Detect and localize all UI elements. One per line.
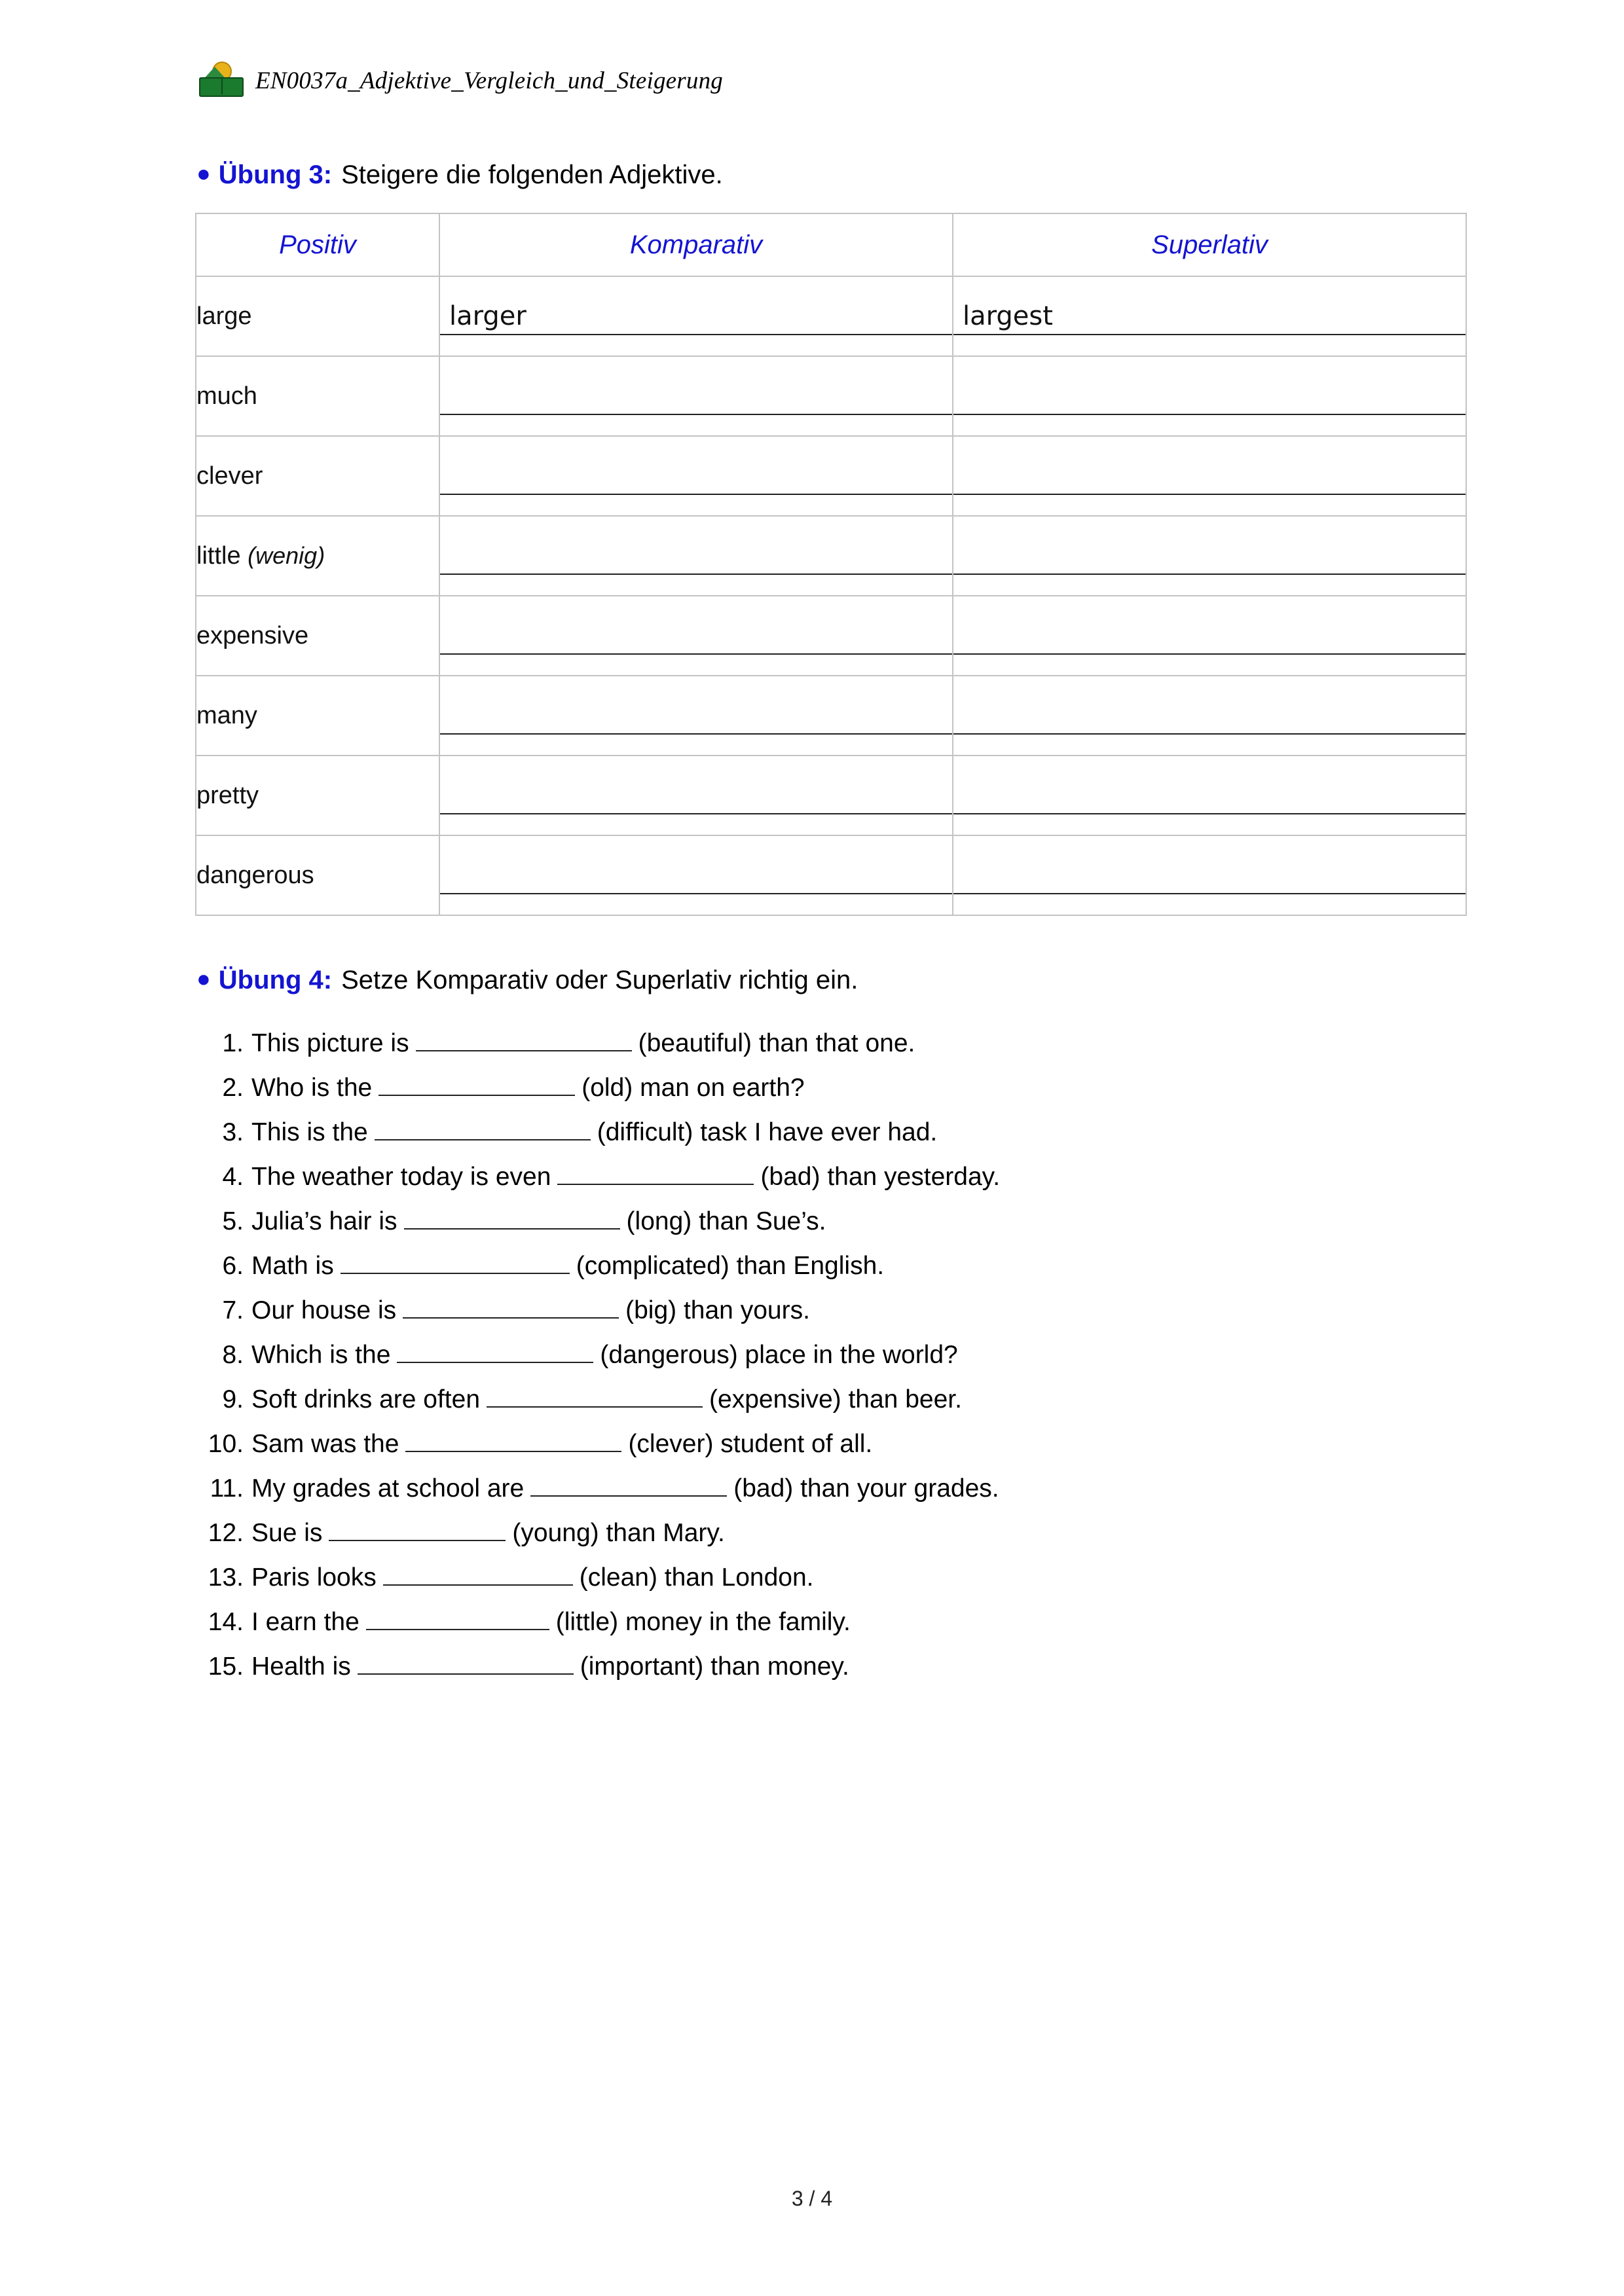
item-number: 12. xyxy=(208,1519,244,1547)
list-item xyxy=(196,1518,1506,1546)
exercise3-heading xyxy=(196,160,723,190)
item-text-after: (dangerous) place in the world? xyxy=(600,1341,958,1369)
page-number: 3 / 4 xyxy=(791,2187,833,2210)
item-text-before: I earn the xyxy=(251,1608,360,1636)
item-text-before: Health is xyxy=(251,1652,351,1681)
list-item xyxy=(196,1250,1506,1279)
item-number: 1. xyxy=(222,1029,244,1057)
superlativ-answer-field[interactable] xyxy=(953,676,1466,756)
answer-blank[interactable] xyxy=(383,1562,573,1586)
document-header xyxy=(196,60,723,101)
item-text-before: This picture is xyxy=(251,1029,409,1057)
answer-blank[interactable] xyxy=(416,1028,632,1051)
answer-blank[interactable] xyxy=(397,1339,593,1363)
item-text-after: (little) money in the family. xyxy=(555,1608,851,1636)
item-text-after: (old) man on earth? xyxy=(581,1074,805,1102)
answer-blank[interactable] xyxy=(378,1072,575,1096)
item-number: 6. xyxy=(222,1252,244,1280)
list-item xyxy=(196,1295,1506,1323)
item-text-after: (complicated) than English. xyxy=(576,1252,885,1280)
page-footer xyxy=(0,2187,1624,2211)
item-text-after: (big) than yours. xyxy=(625,1296,810,1324)
komparativ-answer-field[interactable] xyxy=(439,276,953,356)
item-text-before: Julia’s hair is xyxy=(251,1207,397,1235)
item-text-after: (bad) than your grades. xyxy=(733,1474,999,1503)
bullet-icon: ● xyxy=(196,965,211,992)
item-text-before: Paris looks xyxy=(251,1563,377,1592)
positiv-word: dangerous xyxy=(196,861,314,889)
positiv-word: clever xyxy=(196,462,263,490)
item-text-after: (beautiful) than that one. xyxy=(638,1029,915,1057)
table-row xyxy=(196,516,1466,596)
list-item xyxy=(196,1562,1506,1590)
item-text-before: Sue is xyxy=(251,1519,323,1547)
item-text-before: Our house is xyxy=(251,1296,397,1324)
table-row xyxy=(196,676,1466,756)
item-text-before: The weather today is even xyxy=(251,1163,551,1191)
exercise3-label: Übung 3: xyxy=(218,160,333,189)
answer-blank[interactable] xyxy=(366,1607,549,1630)
item-text-after: (clean) than London. xyxy=(579,1563,814,1592)
komparativ-answer-field[interactable] xyxy=(439,356,953,436)
list-item xyxy=(196,1607,1506,1635)
positiv-cell xyxy=(196,356,439,436)
list-item xyxy=(196,1117,1506,1145)
komparativ-answer-field[interactable] xyxy=(439,516,953,596)
komparativ-answer-field[interactable] xyxy=(439,756,953,835)
table-row xyxy=(196,835,1466,915)
table-row xyxy=(196,276,1466,356)
table-row xyxy=(196,436,1466,516)
positiv-cell xyxy=(196,596,439,676)
table-row xyxy=(196,596,1466,676)
answer-blank[interactable] xyxy=(403,1295,619,1319)
column-header-komparativ: Komparativ xyxy=(439,213,953,276)
answer-blank[interactable] xyxy=(530,1473,727,1497)
list-item xyxy=(196,1429,1506,1457)
komparativ-answer-field[interactable] xyxy=(439,676,953,756)
answer-blank[interactable] xyxy=(405,1429,621,1452)
komparativ-answer-field[interactable] xyxy=(439,596,953,676)
table-row xyxy=(196,756,1466,835)
column-header-positiv: Positiv xyxy=(196,213,439,276)
positiv-cell xyxy=(196,276,439,356)
positiv-word: much xyxy=(196,382,257,410)
positiv-word: large xyxy=(196,302,252,330)
list-item xyxy=(196,1651,1506,1679)
adjective-degrees-table xyxy=(195,213,1467,916)
positiv-word: expensive xyxy=(196,621,309,649)
item-text-after: (expensive) than beer. xyxy=(709,1385,962,1413)
item-text-before: Sam was the xyxy=(251,1430,399,1458)
answer-blank[interactable] xyxy=(487,1384,703,1408)
komparativ-answer-text: larger xyxy=(449,301,526,331)
item-number: 9. xyxy=(222,1385,244,1413)
positiv-cell xyxy=(196,756,439,835)
table-header-row xyxy=(196,213,1466,276)
positiv-word: many xyxy=(196,701,257,729)
superlativ-answer-field[interactable] xyxy=(953,276,1466,356)
item-number: 10. xyxy=(208,1430,244,1458)
exercise4-list xyxy=(196,1028,1506,1696)
exercise3-instruction: Steigere die folgenden Adjektive. xyxy=(341,160,723,189)
superlativ-answer-field[interactable] xyxy=(953,756,1466,835)
item-number: 7. xyxy=(222,1296,244,1324)
answer-blank[interactable] xyxy=(341,1250,570,1274)
item-number: 8. xyxy=(222,1341,244,1369)
item-text-after: (clever) student of all. xyxy=(628,1430,873,1458)
item-number: 3. xyxy=(222,1118,244,1146)
positiv-cell xyxy=(196,676,439,756)
item-text-before: Who is the xyxy=(251,1074,373,1102)
superlativ-answer-field[interactable] xyxy=(953,596,1466,676)
positiv-word-hint: (wenig) xyxy=(248,541,325,569)
item-text-before: Soft drinks are often xyxy=(251,1385,481,1413)
answer-blank[interactable] xyxy=(404,1206,620,1230)
bullet-icon: ● xyxy=(196,160,211,187)
list-item xyxy=(196,1206,1506,1234)
item-text-before: My grades at school are xyxy=(251,1474,525,1503)
item-text-before: Math is xyxy=(251,1252,334,1280)
table-row xyxy=(196,356,1466,436)
exercise4-instruction: Setze Komparativ oder Superlativ richtig ein. xyxy=(341,966,858,994)
positiv-cell xyxy=(196,516,439,596)
list-item xyxy=(196,1473,1506,1501)
item-text-before: Which is the xyxy=(251,1341,391,1369)
item-number: 5. xyxy=(222,1207,244,1235)
superlativ-answer-field[interactable] xyxy=(953,516,1466,596)
item-number: 15. xyxy=(208,1652,244,1681)
list-item xyxy=(196,1161,1506,1190)
answer-blank[interactable] xyxy=(358,1651,574,1675)
superlativ-answer-field[interactable] xyxy=(953,835,1466,915)
komparativ-answer-field[interactable] xyxy=(439,835,953,915)
item-number: 2. xyxy=(222,1074,244,1102)
superlativ-answer-field[interactable] xyxy=(953,436,1466,516)
item-number: 4. xyxy=(222,1163,244,1191)
item-text-after: (young) than Mary. xyxy=(512,1519,725,1547)
superlativ-answer-field[interactable] xyxy=(953,356,1466,436)
list-item xyxy=(196,1072,1506,1101)
document-title: EN0037a_Adjektive_Vergleich_und_Steigerung xyxy=(255,67,723,94)
positiv-word: little xyxy=(196,541,241,570)
exercise4-heading xyxy=(196,966,858,995)
superlativ-answer-text: largest xyxy=(963,301,1053,331)
list-item xyxy=(196,1028,1506,1056)
positiv-cell xyxy=(196,436,439,516)
mountain-sun-book-logo-icon xyxy=(196,60,245,101)
item-number: 14. xyxy=(208,1608,244,1636)
item-number: 13. xyxy=(208,1563,244,1592)
answer-blank[interactable] xyxy=(329,1518,506,1541)
komparativ-answer-field[interactable] xyxy=(439,436,953,516)
item-text-after: (long) than Sue’s. xyxy=(626,1207,826,1235)
item-text-after: (bad) than yesterday. xyxy=(760,1163,1001,1191)
list-item xyxy=(196,1339,1506,1368)
column-header-superlativ: Superlativ xyxy=(953,213,1466,276)
positiv-cell xyxy=(196,835,439,915)
answer-blank[interactable] xyxy=(375,1117,591,1140)
item-number: 11. xyxy=(210,1474,244,1503)
exercise4-label: Übung 4: xyxy=(218,966,333,994)
item-text-after: (difficult) task I have ever had. xyxy=(597,1118,938,1146)
list-item xyxy=(196,1384,1506,1412)
answer-blank[interactable] xyxy=(557,1161,754,1185)
item-text-after: (important) than money. xyxy=(580,1652,849,1681)
item-text-before: This is the xyxy=(251,1118,368,1146)
positiv-word: pretty xyxy=(196,781,259,809)
